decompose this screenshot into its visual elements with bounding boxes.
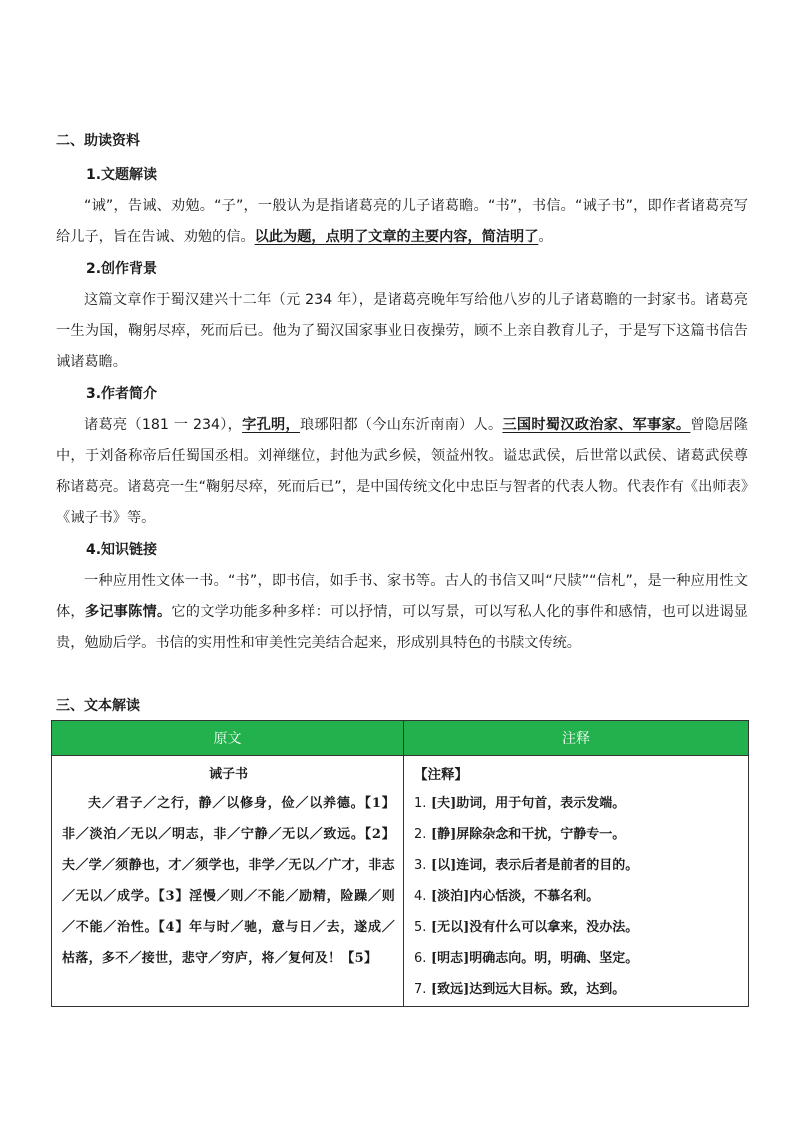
note-text: [以]连词，表示后者是前者的目的。 <box>430 858 639 873</box>
note-text: [淡泊]内心恬淡，不慕名利。 <box>430 889 600 904</box>
table-header-row <box>52 721 749 756</box>
note-number: 6. <box>414 951 427 966</box>
section-3-title: 三、文本解读 <box>56 698 140 714</box>
table-row <box>52 756 749 1007</box>
s3-text-5: 曾隐居隆中，于刘备称帝后任蜀国丞相。刘禅继位，封他为武乡候，领益州牧。谥忠武侯，后世常以武侯、诸葛武侯尊称诸葛亮。诸葛亮一生“鞠躬尽瘁，死而后已”，是中国传统文化中忠臣与智者的代表人物。代表作有《出师表》《诫子书》等。 <box>56 417 748 526</box>
s4-text-1: 一种应用性文体一书。“书”，即书信，如手书、家书等。古人的书信又叫“尺牍”“信札”，是一种应用性文体， <box>56 573 748 620</box>
subsection-1-title: 1.文题解读 <box>86 167 158 183</box>
subsection-3-text <box>56 410 748 534</box>
note-text: [致远]达到远大目标。致，达到。 <box>430 982 626 997</box>
subsection-4-title: 4.知识链接 <box>86 542 158 558</box>
original-cell <box>52 756 404 1007</box>
subsection-4-text <box>56 566 748 659</box>
header-notes: 注释 <box>404 721 749 756</box>
subsection-3-title: 3.作者简介 <box>86 386 158 402</box>
notes-heading: 【注释】 <box>414 767 468 783</box>
note-text: [夫]助词，用于句首，表示发端。 <box>430 796 626 811</box>
note-item <box>414 943 738 974</box>
note-item <box>414 819 738 850</box>
note-item <box>414 974 738 1005</box>
original-text: 夫／君子／之行，静／以修身，俭／以养德。【1】非／淡泊／无以／明志，非／宁静／无以／致远。【2】夫／学／须静也，才／须学也，非学／无以／广才，非志／无以／成学。【3】淫慢／则／不能／励精，险躁／则／不能／治性。【4】年与时／驰，意与日／去，遂成／枯落，多不／接世，悲守／穷庐，将／复何及！【5】 <box>62 796 395 966</box>
header-original: 原文 <box>52 721 404 756</box>
notes-cell <box>404 756 749 1007</box>
s3-courtesy-name: 字孔明， <box>242 417 300 433</box>
note-number: 7. <box>414 982 427 997</box>
original-title: 诫子书 <box>208 767 248 782</box>
section-2-title: 二、助读资料 <box>56 133 140 149</box>
note-number: 4. <box>414 889 427 904</box>
subsection-2-text: 这篇文章作于蜀汉建兴十二年（元 234 年），是诸葛亮晚年写给他八岁的儿子诸葛瞻的一封家书。诸葛亮一生为国，鞠躬尽瘁，死而后已。他为了蜀汉国家事业日夜操劳，顾不上亲自教育儿子，于是写下这篇书信告诫诸葛瞻。 <box>56 292 748 370</box>
s1-text-end: 。 <box>538 229 553 245</box>
s4-text-3: 它的文学功能多种多样：可以抒情，可以写景，可以写私人化的事件和感情，也可以进谒显贵，勉励后学。书信的实用性和审美性完美结合起来，形成别具特色的书牍文传统。 <box>56 604 748 651</box>
note-number: 5. <box>414 920 427 935</box>
note-text: [明志]明确志向。明，明确、坚定。 <box>430 951 639 966</box>
s3-identity: 三国时蜀汉政治家、军事家。 <box>502 417 691 433</box>
subsection-1-text <box>56 191 748 253</box>
note-text: [静]屏除杂念和干扰，宁静专一。 <box>430 827 626 842</box>
note-item <box>414 881 738 912</box>
s1-text: “诫”，告诫、劝勉。“子”，一般认为是指诸葛亮的儿子诸葛瞻。“书”，书信。“诫子书”，即作者诸葛亮写给儿子，旨在告诫、劝勉的信。 <box>56 198 748 245</box>
note-number: 2. <box>414 827 427 842</box>
s3-text-3: 琅琊阳都（今山东沂南南）人。 <box>299 417 503 433</box>
note-item <box>414 788 738 819</box>
subsection-2-title: 2.创作背景 <box>86 261 158 277</box>
note-item <box>414 850 738 881</box>
note-text: [无以]没有什么可以拿来，没办法。 <box>430 920 639 935</box>
s3-text-1: 诸葛亮（181 一 234）， <box>84 417 243 433</box>
note-item <box>414 912 738 943</box>
s4-bold: 多记事陈情。 <box>84 604 172 620</box>
note-number: 1. <box>414 796 427 811</box>
note-number: 3. <box>414 858 427 873</box>
s1-underlined: 以此为题，点明了文章的主要内容，简洁明了 <box>254 229 539 245</box>
text-analysis-table <box>51 720 749 1007</box>
